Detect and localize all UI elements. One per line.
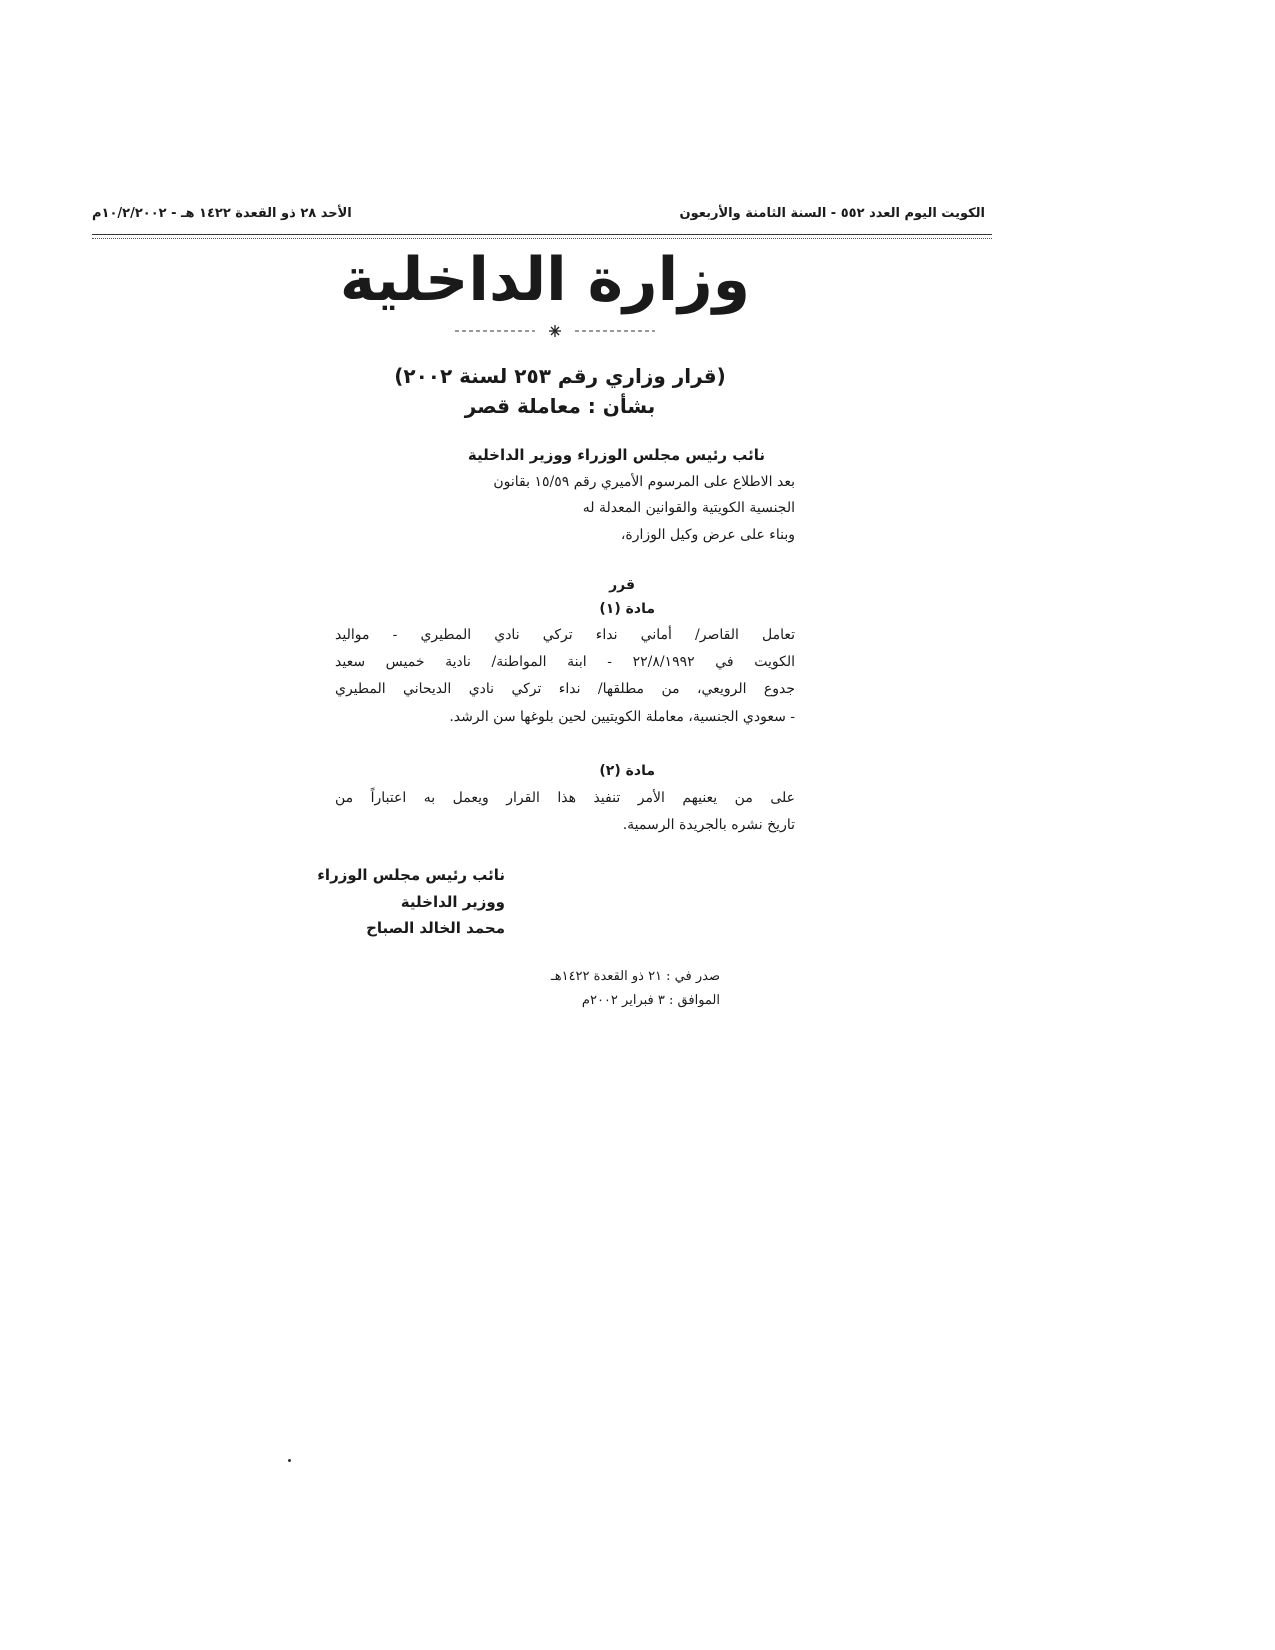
article-2-heading: مادة (٢) bbox=[599, 763, 655, 779]
issued-date-hijri: صدر في : ٢١ ذو القعدة ١٤٢٢هـ bbox=[550, 969, 720, 984]
scan-speck bbox=[288, 1459, 291, 1462]
decree-title: (قرار وزاري رقم ٢٥٣ لسنة ٢٠٠٢) bbox=[394, 364, 726, 388]
preamble-line: وبناء على عرض وكيل الوزارة، bbox=[620, 527, 795, 543]
article-1-line: تعامل القاصر/ أماني نداء تركي نادي المطيري - مواليد bbox=[335, 627, 795, 643]
decided-heading: قرر bbox=[609, 577, 635, 593]
signatory-office: ووزير الداخلية bbox=[400, 893, 505, 911]
header-rule-dotted bbox=[92, 238, 992, 239]
gazette-issue-info: الكويت اليوم العدد ٥٥٢ - السنة الثامنة والأربعون bbox=[679, 206, 985, 221]
signatory-name: محمد الخالد الصباح bbox=[366, 919, 505, 937]
issued-date-gregorian: الموافق : ٣ فبراير ٢٠٠٢م bbox=[581, 993, 720, 1008]
article-1-line: الكويت في ٢٢/٨/١٩٩٢ - ابنة المواطنة/ نادية خميس سعيد bbox=[335, 654, 795, 670]
article-1-line: جدوع الرويعي، من مطلقها/ نداء تركي نادي الديحاني المطيري bbox=[335, 681, 795, 697]
preamble-line: الجنسية الكويتية والقوانين المعدلة له bbox=[582, 500, 795, 516]
decree-subject: بشأن : معاملة قصر bbox=[464, 394, 656, 418]
gazette-date: الأحد ٢٨ ذو القعدة ١٤٢٢ هـ - ١٠/٢/٢٠٠٢م bbox=[92, 206, 352, 221]
preamble-line: بعد الاطلاع على المرسوم الأميري رقم ١٥/٥٩ بقانون bbox=[493, 474, 795, 490]
article-1-heading: مادة (١) bbox=[599, 601, 655, 617]
article-1-line: - سعودي الجنسية، معاملة الكويتيين لحين بلوغها سن الرشد. bbox=[449, 709, 795, 725]
ornament-divider bbox=[455, 325, 655, 337]
ministry-title: وزارة الداخلية bbox=[339, 245, 750, 315]
issuer-line: نائب رئيس مجلس الوزراء ووزير الداخلية bbox=[467, 446, 765, 464]
article-2-line: تاريخ نشره بالجريدة الرسمية. bbox=[622, 817, 795, 833]
article-2-line: على من يعنيهم الأمر تنفيذ هذا القرار ويعمل به اعتباراً من bbox=[335, 790, 795, 806]
header-rule bbox=[92, 234, 992, 235]
signatory-title: نائب رئيس مجلس الوزراء bbox=[317, 866, 505, 884]
